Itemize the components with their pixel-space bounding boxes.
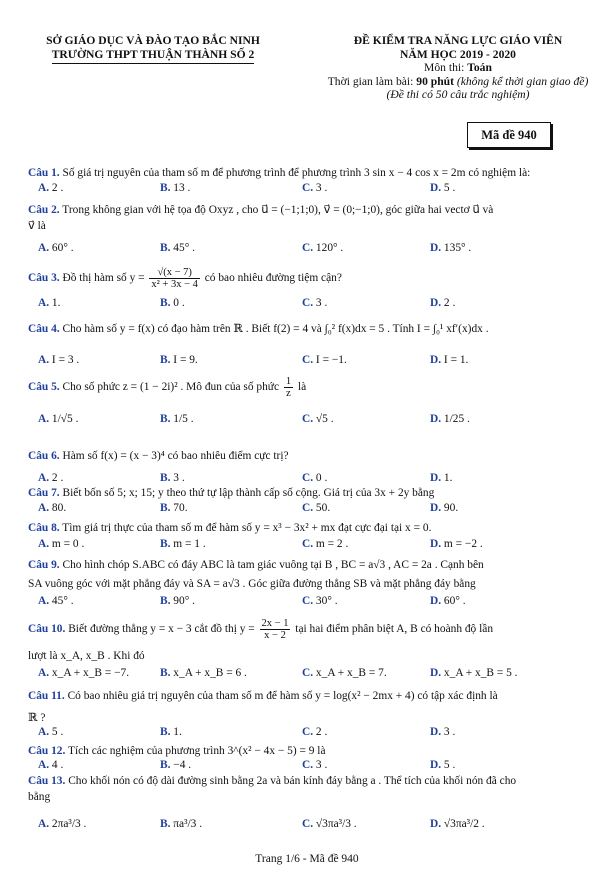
- option-letter: C.: [302, 182, 316, 194]
- answer-option[interactable]: [38, 242, 74, 254]
- exam-header: [298, 34, 614, 102]
- option-value: √5 .: [315, 413, 334, 425]
- option-letter: B.: [160, 538, 174, 550]
- option-value: √3πa³/3 .: [315, 818, 357, 830]
- option-letter: B.: [160, 354, 174, 366]
- option-letter: D.: [430, 242, 444, 254]
- option-value: 4 .: [51, 759, 64, 771]
- question: [28, 689, 588, 703]
- question-number: Câu 7.: [28, 487, 60, 499]
- school-year: NĂM HỌC 2019 - 2020: [400, 47, 516, 61]
- answer-option[interactable]: [302, 182, 327, 194]
- option-value: 3 .: [443, 726, 456, 738]
- answer-option[interactable]: [430, 242, 471, 254]
- answer-option[interactable]: [302, 726, 327, 738]
- option-letter: B.: [160, 818, 174, 830]
- question-text: Có bao nhiêu giá trị nguyên của tham số m để hàm số y = log(x² − 2mx + 4) có tập xác định là: [64, 690, 498, 702]
- answer-option[interactable]: [160, 242, 195, 254]
- time-note: (không kể thời gian giao đề): [456, 74, 589, 88]
- option-letter: A.: [38, 726, 52, 738]
- answer-option[interactable]: [430, 595, 466, 607]
- question-text: Biết bốn số 5; x; 15; y theo thứ tự lập thành cấp số cộng. Giá trị của 3x + 2y bằng: [59, 487, 435, 499]
- option-value: 90° .: [173, 595, 195, 607]
- time-value: 90 phút: [416, 74, 454, 88]
- option-value: 120° .: [315, 242, 344, 254]
- question-text-continued: ℝ ?: [28, 712, 46, 724]
- time-line: [298, 75, 614, 89]
- option-letter: C.: [302, 242, 316, 254]
- question-text: Cho khối nón có độ dài đường sinh bằng 2a và bán kính đáy bằng a . Thể tích của khối nón đã cho: [65, 775, 517, 787]
- option-letter: B.: [160, 595, 174, 607]
- answer-option[interactable]: [160, 759, 191, 771]
- option-letter: B.: [160, 297, 174, 309]
- answer-option[interactable]: [302, 818, 357, 830]
- option-letter: D.: [430, 726, 444, 738]
- answer-option[interactable]: [302, 472, 327, 484]
- option-value: 3 .: [173, 472, 185, 484]
- option-value: 3 .: [315, 297, 328, 309]
- option-letter: D.: [430, 538, 444, 550]
- question-text: Cho số phức z = (1 − 2i)² . Mô đun của số phức: [59, 381, 282, 394]
- option-value: −4 .: [173, 759, 192, 771]
- option-letter: D.: [430, 354, 444, 366]
- answer-option[interactable]: [430, 472, 452, 484]
- answer-option[interactable]: [302, 297, 327, 309]
- answer-option[interactable]: [302, 759, 327, 771]
- option-value: 1.: [51, 297, 61, 309]
- question: [28, 744, 588, 758]
- subject-line: [298, 61, 614, 75]
- question-number: Câu 3.: [28, 272, 60, 285]
- option-letter: B.: [160, 759, 174, 771]
- time-label: Thời gian làm bài:: [327, 74, 414, 88]
- question-number: Câu 13.: [28, 775, 66, 787]
- question-text-continued: bằng: [28, 791, 51, 803]
- question: [28, 267, 588, 290]
- answer-option[interactable]: [430, 297, 455, 309]
- option-letter: B.: [160, 502, 174, 514]
- question: [28, 449, 588, 463]
- answer-option[interactable]: [160, 354, 198, 366]
- option-value: 135° .: [443, 242, 472, 254]
- option-letter: A.: [38, 242, 52, 254]
- option-value: x_A + x_B = −7.: [51, 667, 130, 679]
- option-value: 1/5 .: [173, 413, 194, 425]
- option-value: 0 .: [315, 472, 328, 484]
- subject: Toán: [467, 61, 492, 75]
- option-value: 1.: [173, 726, 182, 738]
- answer-option[interactable]: [38, 182, 63, 194]
- option-letter: D.: [430, 182, 444, 194]
- option-value: x_A + x_B = 5 .: [443, 667, 518, 679]
- question-text: Cho hình chóp S.ABC có đáy ABC là tam giác vuông tại B , BC = a√3 , AC = 2a . Cạnh bên: [59, 559, 484, 571]
- option-value: I = 1.: [443, 354, 469, 366]
- option-letter: A.: [38, 354, 52, 366]
- option-value: 5 .: [443, 182, 456, 194]
- question-text-after: là: [295, 381, 307, 394]
- option-value: m = 2 .: [315, 538, 349, 550]
- answer-option[interactable]: [430, 413, 470, 425]
- answer-option[interactable]: [38, 354, 79, 366]
- answer-option[interactable]: [430, 667, 518, 679]
- question: [28, 486, 588, 500]
- question-number: Câu 6.: [28, 450, 60, 462]
- option-value: 2 .: [51, 472, 64, 484]
- option-letter: C.: [302, 413, 316, 425]
- option-letter: C.: [302, 759, 316, 771]
- option-letter: A.: [38, 538, 52, 550]
- answer-option[interactable]: [430, 182, 455, 194]
- fraction-numerator: √(x − 7): [149, 267, 200, 279]
- answer-option[interactable]: [38, 502, 66, 514]
- question-text: Số giá trị nguyên của tham số m để phương trình để phương trình 3 sin x − 4 cos x = 2m có nghiệm là:: [59, 167, 531, 179]
- question-text-continued: SA vuông góc với mặt phẳng đáy và SA = a√3 . Góc giữa đường thẳng SB và mặt phẳng đáy bằng: [28, 578, 476, 590]
- option-letter: C.: [302, 818, 316, 830]
- question-text-continued: v⃗ là: [28, 220, 46, 232]
- school-header: [8, 34, 298, 64]
- option-value: √3πa³/2 .: [443, 818, 485, 830]
- answer-option[interactable]: [160, 538, 206, 550]
- option-value: 13 .: [173, 182, 191, 194]
- question-text: Trong không gian với hệ tọa độ Oxyz , cho u⃗ = (−1;1;0), v⃗ = (0;−1;0), góc giữa hai vectơ u⃗ và: [59, 204, 494, 216]
- question: [28, 774, 588, 788]
- option-value: 5 .: [443, 759, 456, 771]
- option-letter: C.: [302, 538, 316, 550]
- answer-option[interactable]: [302, 354, 347, 366]
- question-number: Câu 9.: [28, 559, 60, 571]
- option-value: 1.: [443, 472, 453, 484]
- option-value: m = 1 .: [173, 538, 206, 550]
- option-letter: C.: [302, 502, 316, 514]
- option-letter: B.: [160, 182, 174, 194]
- fraction-numerator: 1: [285, 376, 292, 387]
- option-letter: A.: [38, 667, 52, 679]
- question-text-continued: lượt là x_A, x_B . Khi đó: [28, 650, 145, 662]
- option-letter: D.: [430, 759, 444, 771]
- answer-option[interactable]: [160, 182, 190, 194]
- option-letter: C.: [302, 667, 316, 679]
- option-letter: B.: [160, 242, 174, 254]
- option-letter: C.: [302, 354, 316, 366]
- option-letter: D.: [430, 472, 444, 484]
- option-letter: D.: [430, 818, 444, 830]
- answer-option[interactable]: [38, 818, 86, 830]
- answer-option[interactable]: [430, 726, 455, 738]
- question: [28, 166, 588, 180]
- answer-option[interactable]: [302, 538, 348, 550]
- question-number: Câu 2.: [28, 204, 60, 216]
- answer-option[interactable]: [160, 502, 188, 514]
- fraction-numerator: 2x − 1: [261, 618, 289, 629]
- option-value: m = −2 .: [443, 538, 483, 550]
- exam-code-box: Mã đề 940: [467, 122, 551, 148]
- answer-option[interactable]: [302, 667, 387, 679]
- option-letter: D.: [430, 667, 444, 679]
- option-value: 60° .: [443, 595, 466, 607]
- question: [28, 558, 588, 572]
- answer-option[interactable]: [430, 818, 485, 830]
- answer-option[interactable]: [160, 413, 194, 425]
- option-letter: D.: [430, 413, 444, 425]
- answer-option[interactable]: [38, 413, 78, 425]
- question-number: Câu 8.: [28, 522, 60, 534]
- option-value: 50.: [315, 502, 331, 514]
- option-letter: C.: [302, 472, 316, 484]
- fraction: [149, 267, 200, 290]
- option-value: 2 .: [51, 182, 64, 194]
- option-letter: B.: [160, 667, 174, 679]
- answer-option[interactable]: [38, 667, 129, 679]
- option-letter: A.: [38, 297, 52, 309]
- option-value: 5 .: [51, 726, 64, 738]
- school-name: TRƯỜNG THPT THUẬN THÀNH SỐ 2: [52, 48, 255, 64]
- option-letter: A.: [38, 182, 52, 194]
- option-letter: B.: [160, 726, 174, 738]
- question-text: Tìm giá trị thực của tham số m để hàm số y = x³ − 3x² + mx đạt cực đại tại x = 0.: [59, 522, 432, 534]
- option-value: 30° .: [315, 595, 338, 607]
- option-letter: C.: [302, 595, 316, 607]
- option-letter: A.: [38, 413, 52, 425]
- option-letter: D.: [430, 297, 444, 309]
- option-value: 0 .: [173, 297, 185, 309]
- option-value: 1/25 .: [443, 413, 470, 425]
- question-number: Câu 5.: [28, 381, 60, 394]
- option-value: πa³/3 .: [173, 818, 203, 830]
- fraction: [260, 618, 291, 641]
- option-value: 2 .: [443, 297, 456, 309]
- option-value: x_A + x_B = 6 .: [173, 667, 247, 679]
- question-number: Câu 1.: [28, 167, 60, 179]
- option-value: 90.: [443, 502, 459, 514]
- answer-option[interactable]: [302, 413, 334, 425]
- fraction-denominator: z: [286, 388, 291, 399]
- option-letter: B.: [160, 413, 174, 425]
- question: [28, 322, 588, 336]
- option-letter: A.: [38, 472, 52, 484]
- question-count-note: (Đề thi có 50 câu trắc nghiệm): [386, 88, 530, 102]
- option-letter: A.: [38, 595, 52, 607]
- question-text: Đồ thị hàm số y =: [59, 272, 148, 285]
- answer-option[interactable]: [160, 667, 247, 679]
- question-number: Câu 11.: [28, 690, 65, 702]
- option-letter: A.: [38, 759, 52, 771]
- answer-option[interactable]: [160, 818, 202, 830]
- option-value: 45° .: [173, 242, 195, 254]
- option-value: 3 .: [315, 759, 328, 771]
- question-number: Câu 10.: [28, 623, 66, 636]
- answer-option[interactable]: [160, 726, 182, 738]
- option-letter: A.: [38, 502, 52, 514]
- question: [28, 203, 588, 217]
- question-text-after: tại hai điểm phân biệt A, B có hoành độ lần: [292, 623, 494, 636]
- option-value: 1/√5 .: [51, 413, 79, 425]
- question-text: Hàm số f(x) = (x − 3)⁴ có bao nhiêu điểm cực trị?: [59, 450, 289, 462]
- option-letter: D.: [430, 502, 444, 514]
- subject-label: Môn thi:: [424, 61, 465, 75]
- answer-option[interactable]: [302, 502, 330, 514]
- answer-option[interactable]: [38, 595, 74, 607]
- answer-option[interactable]: [302, 595, 338, 607]
- answer-option[interactable]: [160, 472, 185, 484]
- answer-option[interactable]: [430, 354, 468, 366]
- fraction-denominator: x² + 3x − 4: [151, 279, 198, 290]
- option-value: x_A + x_B = 7.: [315, 667, 387, 679]
- option-value: 2πa³/3 .: [51, 818, 87, 830]
- answer-option[interactable]: [38, 726, 63, 738]
- option-value: 2 .: [315, 726, 328, 738]
- option-letter: C.: [302, 726, 316, 738]
- fraction: [284, 376, 293, 399]
- option-letter: B.: [160, 472, 174, 484]
- question: [28, 618, 588, 641]
- option-value: m = 0 .: [51, 538, 85, 550]
- answer-option[interactable]: [160, 297, 185, 309]
- answer-option[interactable]: [430, 538, 483, 550]
- fraction-denominator: x − 2: [264, 630, 286, 641]
- answer-option[interactable]: [160, 595, 195, 607]
- option-value: 80.: [51, 502, 67, 514]
- answer-option[interactable]: [38, 759, 63, 771]
- exam-title: ĐỀ KIỂM TRA NĂNG LỰC GIÁO VIÊN: [353, 34, 563, 47]
- option-letter: A.: [38, 818, 52, 830]
- option-value: 45° .: [51, 595, 74, 607]
- option-value: I = −1.: [315, 354, 347, 366]
- answer-option[interactable]: [430, 759, 455, 771]
- question-text-after: có bao nhiêu đường tiệm cận?: [201, 272, 342, 285]
- option-letter: D.: [430, 595, 444, 607]
- answer-option[interactable]: [38, 538, 84, 550]
- answer-option[interactable]: [38, 472, 63, 484]
- option-value: 60° .: [51, 242, 74, 254]
- question: [28, 521, 588, 535]
- answer-option[interactable]: [302, 242, 343, 254]
- question-number: Câu 4.: [28, 323, 60, 335]
- answer-option[interactable]: [38, 297, 60, 309]
- option-letter: C.: [302, 297, 316, 309]
- page-footer: Trang 1/6 - Mã đề 940: [255, 853, 359, 865]
- option-value: 3 .: [315, 182, 328, 194]
- question-text: Biết đường thẳng y = x − 3 cắt đồ thị y =: [65, 623, 258, 636]
- option-value: I = 3 .: [51, 354, 80, 366]
- department-name: SỞ GIÁO DỤC VÀ ĐÀO TẠO BẮC NINH: [46, 34, 260, 47]
- question: [28, 376, 588, 399]
- question-number: Câu 12.: [28, 745, 66, 757]
- question-text: Cho hàm số y = f(x) có đạo hàm trên ℝ . Biết f(2) = 4 và ∫₀² f(x)dx = 5 . Tính I = ∫₀¹ xf′(x)dx .: [59, 323, 489, 335]
- option-value: 70.: [173, 502, 188, 514]
- answer-option[interactable]: [430, 502, 458, 514]
- option-value: I = 9.: [173, 354, 198, 366]
- question-text: Tích các nghiệm của phương trình 3^(x² − 4x − 5) = 9 là: [65, 745, 326, 757]
